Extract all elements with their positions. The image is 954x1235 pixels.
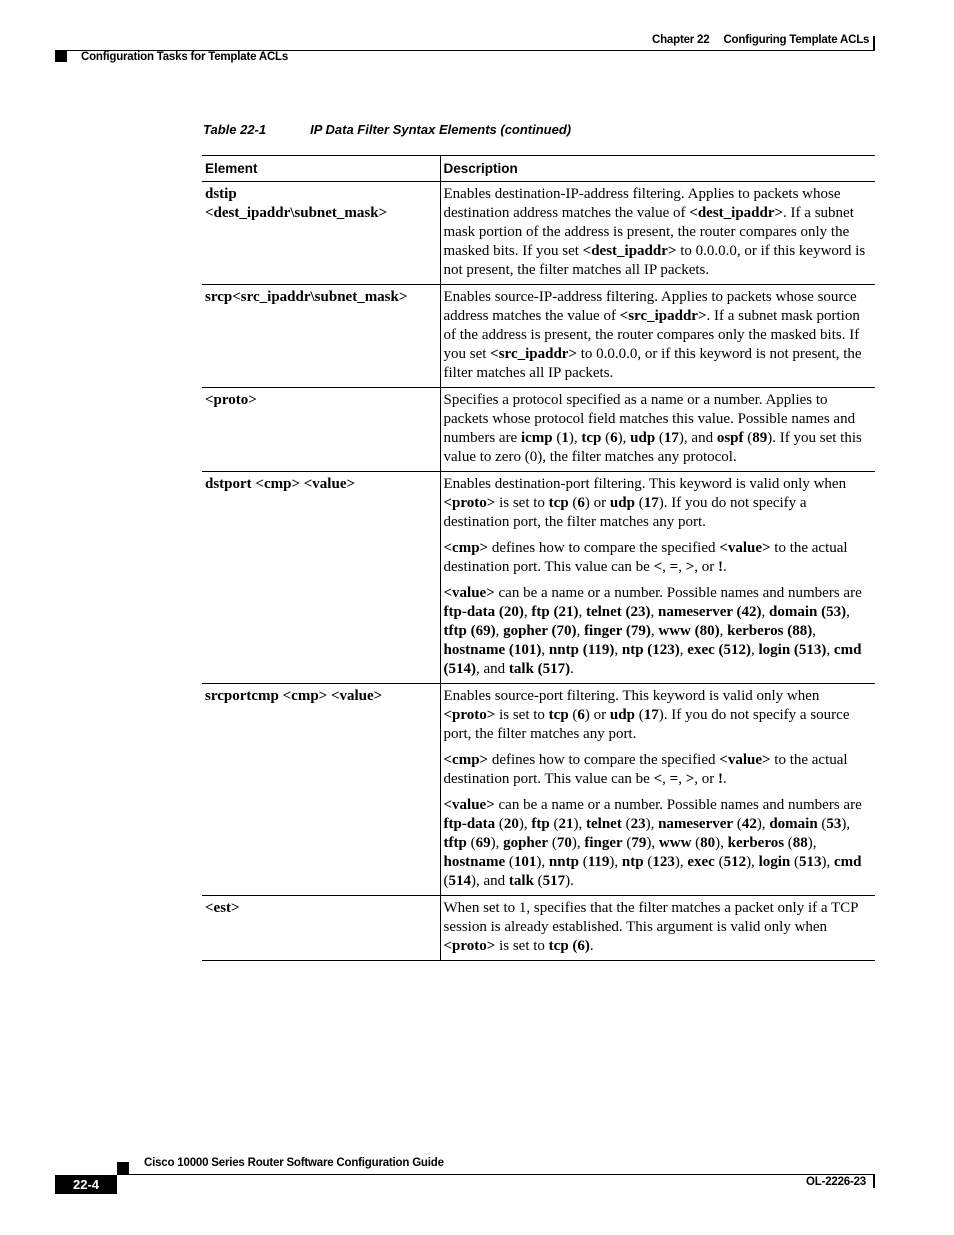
description-cell: Enables destination-IP-address filtering. Applies to packets whose destination address matches the value of <dest_ipaddr>. If a subnet mask portion of the address is present, the router compares only the masked bits. If you set <dest_ipaddr> to 0.0.0.0, or if this keyword is not present, the filter matches all IP packets. [440, 182, 875, 285]
element-cell: dstip <dest_ipaddr\subnet_mask> [202, 182, 440, 285]
footer-marker [117, 1162, 129, 1174]
chapter-number: Chapter 22 [652, 34, 710, 46]
header-tick [873, 36, 875, 50]
footer-rule [117, 1174, 875, 1175]
description-cell: Enables destination-port filtering. This keyword is valid only when <proto> is set to tcp (6) or udp (17). If you do not specify a destination port, the filter matches any port. <cmp> defines how to compare the specified <value> to the actual destination port. This value can be <, =, >, or !. <value> can be a name or a number. Possible names and numbers are ftp-data (20), ftp (21), telnet (23), nameserver (42), domain (53), tftp (69), gopher (70), finger (79), www (80), kerberos (88), hostname (101), nntp (119), ntp (123), exec (512), login (513), cmd (514), and talk (517). [440, 472, 875, 684]
header-section: Configuration Tasks for Template ACLs [81, 51, 289, 63]
table-label: Table 22-1 [203, 122, 267, 137]
element-cell: dstport <cmp> <value> [202, 472, 440, 684]
syntax-table [202, 155, 875, 961]
document-number: OL-2226-23 [806, 1176, 867, 1188]
table-row [202, 388, 875, 472]
header-marker [55, 50, 67, 62]
table-row [202, 285, 875, 388]
element-cell: srcp<src_ipaddr\subnet_mask> [202, 285, 440, 388]
chapter-title: Configuring Template ACLs [723, 34, 870, 46]
description-cell: When set to 1, specifies that the filter matches a packet only if a TCP session is already established. This argument is valid only when <proto> is set to tcp (6). [440, 896, 875, 961]
description-cell: Specifies a protocol specified as a name or a number. Applies to packets whose protocol field matches this value. Possible names and numbers are icmp (1), tcp (6), udp (17), and ospf (89). If you set this value to zero (0), the filter matches any protocol. [440, 388, 875, 472]
table-row [202, 684, 875, 896]
column-header-element: Element [202, 156, 440, 182]
table-row [202, 472, 875, 684]
element-cell: <proto> [202, 388, 440, 472]
footer-tick [873, 1175, 875, 1188]
table-title: IP Data Filter Syntax Elements (continued) [310, 122, 572, 137]
description-cell: Enables source-IP-address filtering. Applies to packets whose source address matches the value of <src_ipaddr>. If a subnet mask portion of the address is present, the router compares only the masked bits. If you set <src_ipaddr> to 0.0.0.0, or if this keyword is not present, the filter matches all IP packets. [440, 285, 875, 388]
footer-guide-title: Cisco 10000 Series Router Software Configuration Guide [144, 1157, 444, 1169]
table-caption [203, 122, 571, 137]
header-chapter [652, 34, 869, 46]
table-row [202, 182, 875, 285]
table-row [202, 896, 875, 961]
element-cell: srcportcmp <cmp> <value> [202, 684, 440, 896]
description-cell: Enables source-port filtering. This keyword is valid only when <proto> is set to tcp (6) or udp (17). If you do not specify a source port, the filter matches any port. <cmp> defines how to compare the specified <value> to the actual destination port. This value can be <, =, >, or !. <value> can be a name or a number. Possible names and numbers are ftp-data (20), ftp (21), telnet (23), nameserver (42), domain (53), tftp (69), gopher (70), finger (79), www (80), kerberos (88), hostname (101), nntp (119), ntp (123), exec (512), login (513), cmd (514), and talk (517). [440, 684, 875, 896]
page-number: 22-4 [55, 1175, 117, 1194]
table-header-row [202, 156, 875, 182]
column-header-description: Description [440, 156, 875, 182]
element-cell: <est> [202, 896, 440, 961]
